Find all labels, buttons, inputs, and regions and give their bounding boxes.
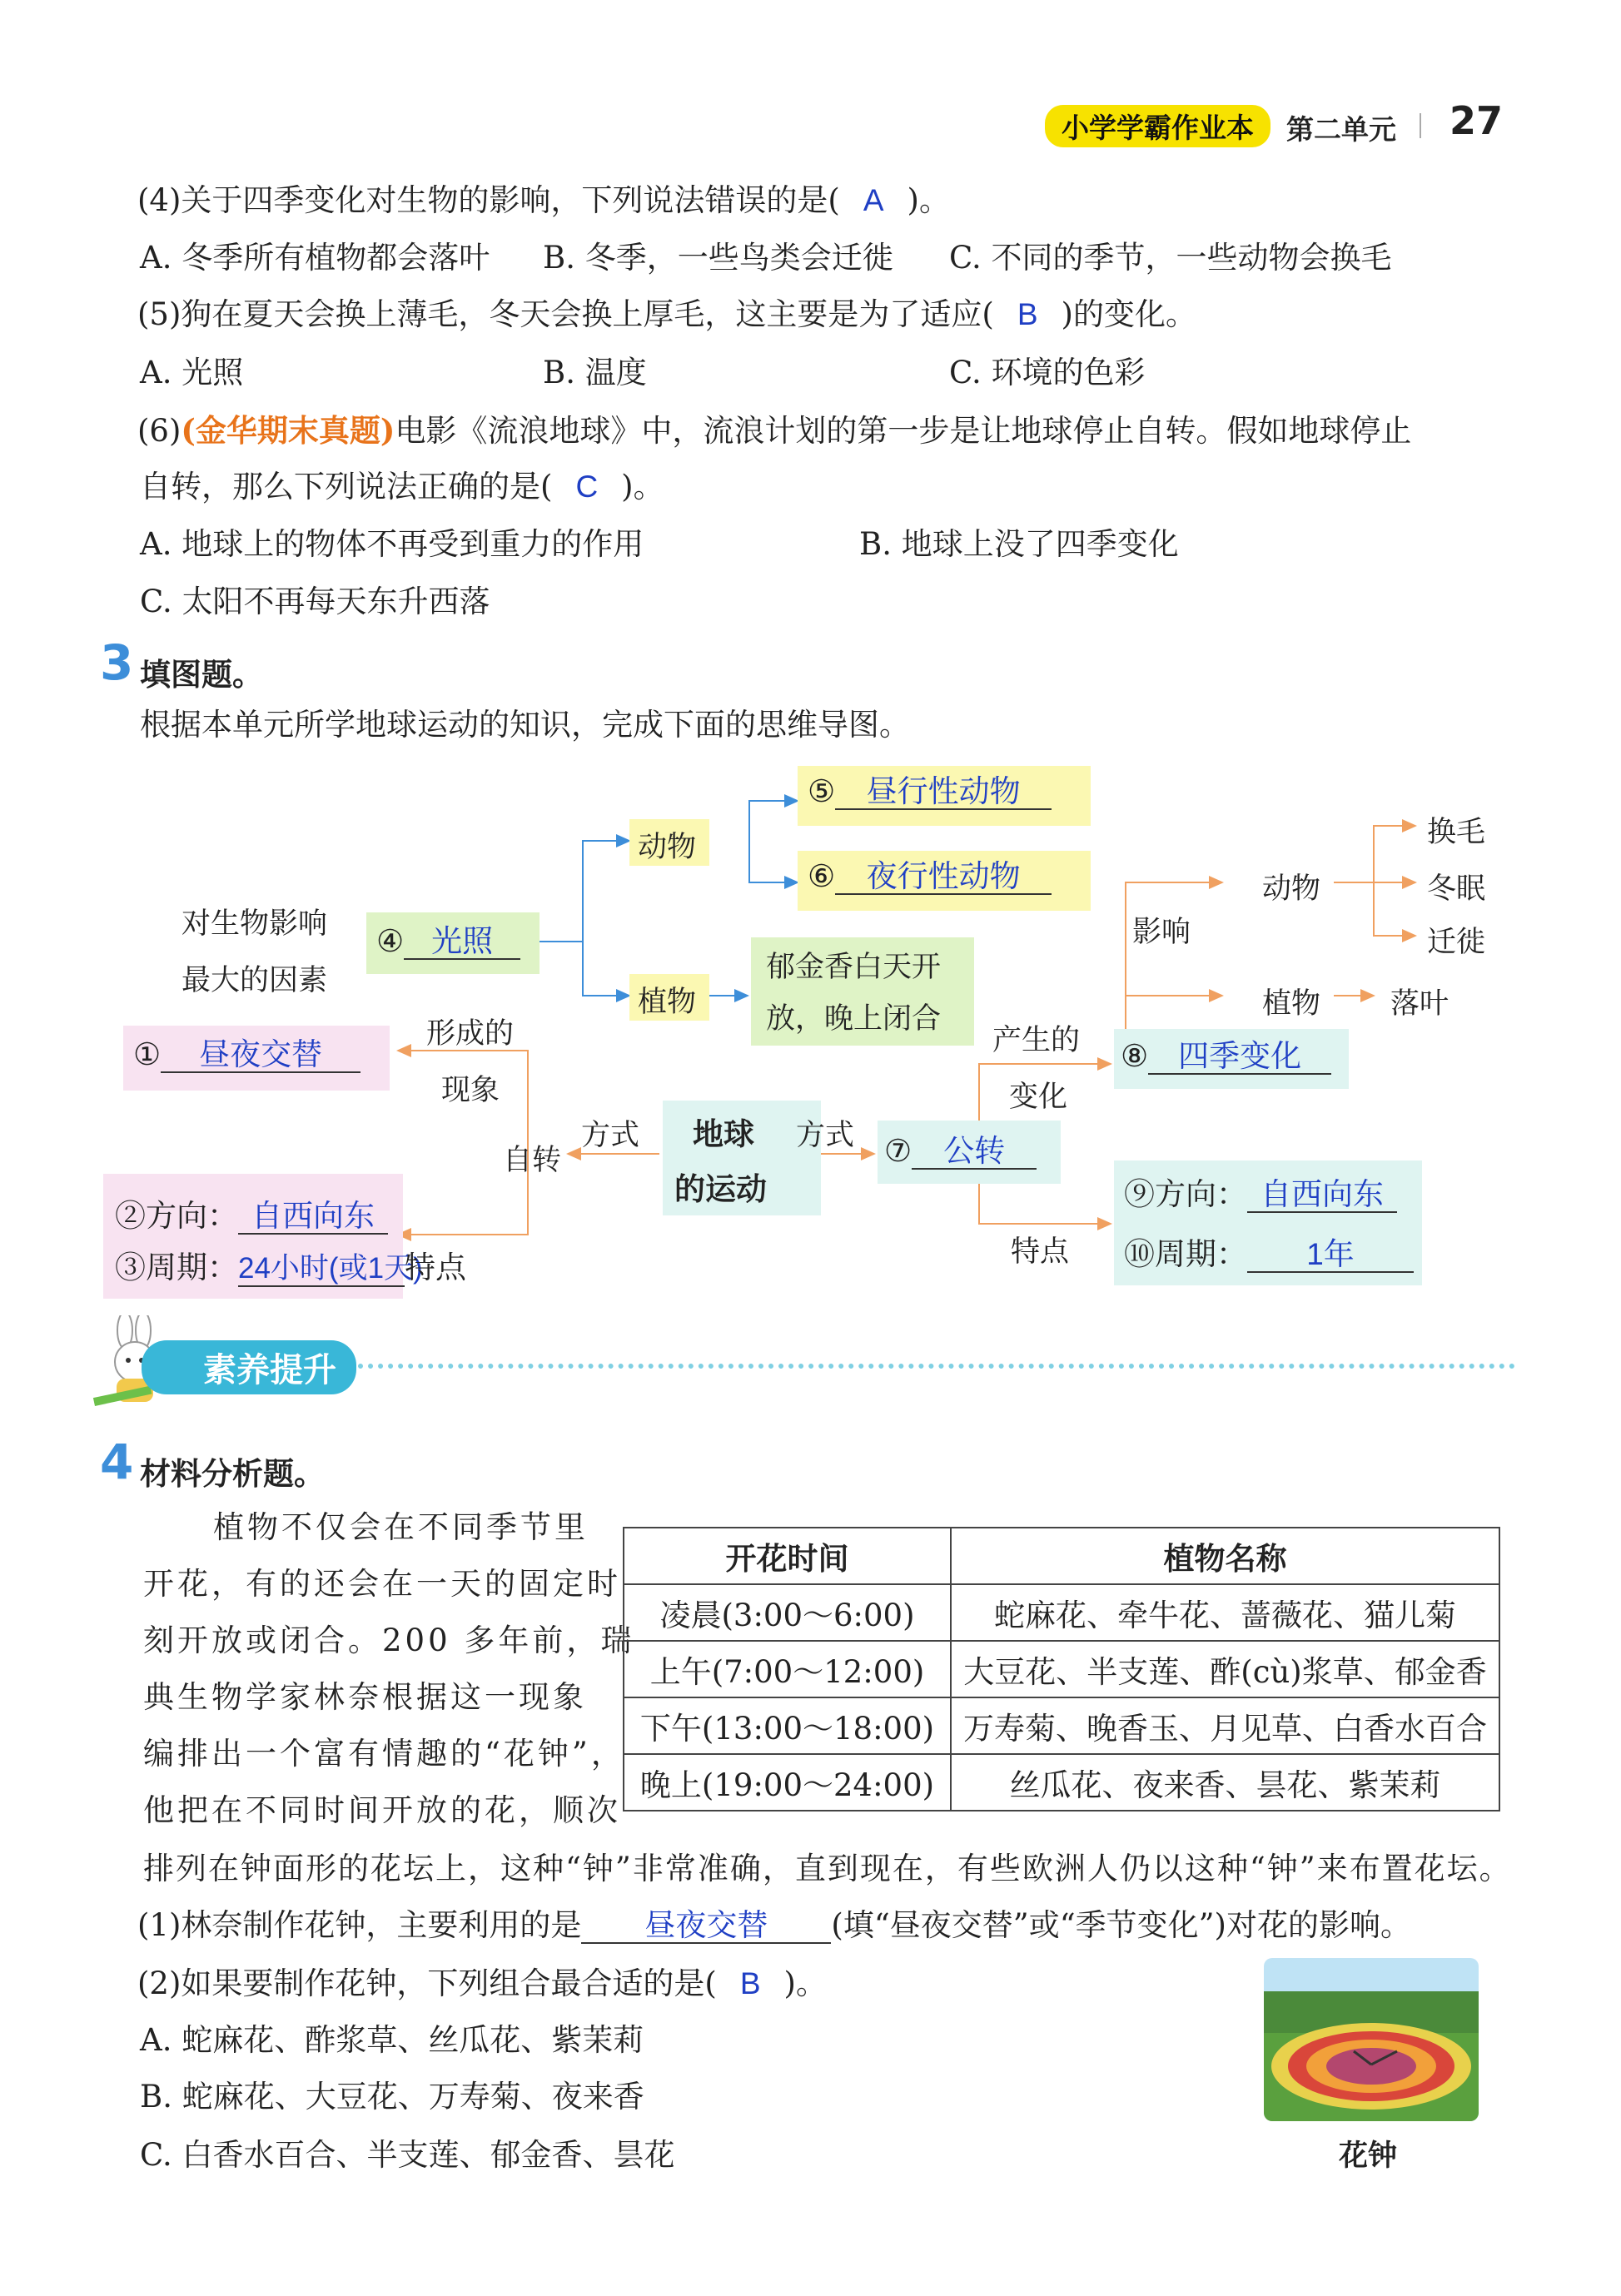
blank-9: ⑨方向： 自西向东 — [1124, 1175, 1397, 1214]
q4-para-5: 编排出一个富有情趣的“花钟”， — [143, 1736, 625, 1772]
header-divider — [1420, 113, 1421, 138]
migrate-label: 迁徙 — [1427, 926, 1486, 959]
table-row — [624, 1697, 1499, 1754]
question-3-number: 3 — [100, 634, 134, 691]
table-row — [624, 1584, 1499, 1641]
banner-dotted-line — [358, 1364, 1515, 1369]
q4-stem: (4)关于四季变化对生物的影响，下列说法错误的是( A )。 — [137, 182, 950, 218]
blank-2: ②方向： 自西向东 — [115, 1197, 388, 1235]
q4-para-4: 典生物学家林奈根据这一现象 — [143, 1679, 587, 1715]
q4-option-c: C. 不同的季节，一些动物会换毛 — [949, 240, 1392, 276]
q6-stem-line1: (6)(金华期末真题)电影《流浪地球》中，流浪计划的第一步是让地球停止自转。假如地球停止 — [137, 412, 1412, 449]
table-header-row — [624, 1528, 1499, 1584]
question-4-title: 材料分析题。 — [140, 1456, 325, 1492]
q4-sub1-answer: 昼夜交替 — [581, 1909, 831, 1944]
q4-para-2: 开花，有的还会在一天的固定时 — [143, 1566, 621, 1602]
q4-sub2-option-b: B. 蛇麻花、大豆花、万寿菊、夜来香 — [140, 2079, 644, 2115]
q4-para-1: 植物不仅会在不同季节里 — [213, 1509, 589, 1545]
blank-7: ⑦ 公转 — [884, 1132, 1037, 1170]
question-4-number: 4 — [100, 1434, 134, 1490]
animal-right: 动物 — [1262, 872, 1321, 906]
molt-label: 换毛 — [1427, 816, 1486, 849]
q5-option-a: A. 光照 — [140, 355, 244, 390]
table-cell: 丝瓜花、夜来香、昙花、紫茉莉 — [951, 1754, 1499, 1811]
literacy-banner — [92, 1315, 1507, 1407]
leaf-label: 落叶 — [1390, 987, 1449, 1021]
q4-answer: A — [863, 183, 884, 217]
q4-sub2-option-c: C. 白香水百合、半支莲、郁金香、昙花 — [140, 2137, 675, 2173]
q5-option-b: B. 温度 — [543, 355, 647, 390]
rotation-label: 自转 — [503, 1144, 562, 1177]
factor-label-2: 最大的因素 — [181, 964, 328, 997]
form-label-2: 现象 — [441, 1074, 500, 1107]
q4-para-7: 排列在钟面形的花坛上，这种“钟”非常准确，直到现在，有些欧洲人仍以这种“钟”来布置花坛。 — [143, 1851, 1512, 1886]
table-cell: 万寿菊、晚香玉、月见草、白香水百合 — [951, 1697, 1499, 1754]
blank-8: ⑧ 四季变化 — [1121, 1037, 1331, 1076]
hibernate-label: 冬眠 — [1427, 872, 1486, 906]
way-right-label: 方式 — [796, 1119, 855, 1152]
produce-label-1: 产生的 — [992, 1024, 1081, 1057]
q4-para-3: 刻开放或闭合。200 多年前，瑞 — [143, 1623, 635, 1658]
feature-right-label: 特点 — [1011, 1235, 1070, 1269]
way-left-label: 方式 — [581, 1119, 640, 1152]
blank-1: ① 昼夜交替 — [133, 1036, 360, 1074]
table-cell: 上午(7:00～12:00) — [624, 1641, 951, 1697]
q6-answer: C — [575, 470, 599, 504]
book-title-badge: 小学学霸作业本 — [1045, 105, 1270, 147]
plant-right: 植物 — [1262, 987, 1321, 1021]
blank-4: ④ 光照 — [376, 922, 520, 961]
table-cell: 凌晨(3:00～6:00) — [624, 1584, 951, 1641]
animal-node: 动物 — [629, 819, 709, 866]
q5-answer: B — [1017, 297, 1038, 331]
q6-option-a: A. 地球上的物体不再受到重力的作用 — [140, 526, 644, 562]
question-3-intro: 根据本单元所学地球运动的知识，完成下面的思维导图。 — [140, 707, 910, 743]
table-cell: 大豆花、半支莲、酢(cù)浆草、郁金香 — [951, 1641, 1499, 1697]
plant-node: 植物 — [629, 974, 709, 1021]
page-header — [1045, 98, 1511, 148]
photo-caption: 花钟 — [1339, 2139, 1398, 2173]
blank-3: ③周期：24小时(或1天)特点 — [115, 1250, 466, 1285]
mind-map-center: 地球 的运动 — [663, 1101, 821, 1215]
q6-option-c: C. 太阳不再每天东升西落 — [140, 584, 490, 619]
blank-6: ⑥ 夜行性动物 — [808, 857, 1052, 896]
table-header: 开花时间 — [624, 1528, 951, 1584]
table-row — [624, 1641, 1499, 1697]
tulip-node: 郁金香白天开 放，晚上闭合 — [751, 937, 974, 1046]
q4-option-a: A. 冬季所有植物都会落叶 — [140, 240, 490, 276]
q5-stem: (5)狗在夏天会换上薄毛，冬天会换上厚毛，这主要是为了适应( B )的变化。 — [137, 296, 1196, 332]
table-cell: 蛇麻花、牵牛花、蔷薇花、猫儿菊 — [951, 1584, 1499, 1641]
unit-label: 第二单元 — [1286, 113, 1396, 146]
banner-title: 素养提升 — [142, 1340, 356, 1394]
influence-label: 影响 — [1132, 916, 1191, 949]
exam-source-tag: (金华期末真题) — [181, 412, 395, 449]
table-row — [624, 1754, 1499, 1811]
blank-10: ⑩周期： 1年 — [1124, 1235, 1414, 1274]
blank-5: ⑤ 昼行性动物 — [808, 773, 1052, 811]
q4-sub2: (2)如果要制作花钟，下列组合最合适的是( B )。 — [137, 1966, 827, 2001]
form-label-1: 形成的 — [426, 1017, 515, 1051]
question-3-title: 填图题。 — [140, 657, 263, 693]
q4-sub2-answer: B — [739, 1966, 761, 2000]
q5-option-c: C. 环境的色彩 — [949, 355, 1146, 390]
table-cell: 晚上(19:00～24:00) — [624, 1754, 951, 1811]
q4-sub1: (1)林奈制作花钟，主要利用的是 昼夜交替 (填“昼夜交替”或“季节变化”)对花的影响。 — [137, 1907, 1411, 1943]
q6-option-b: B. 地球上没了四季变化 — [859, 526, 1179, 562]
flower-clock-photo — [1264, 1958, 1479, 2121]
page-number: 27 — [1449, 98, 1504, 143]
table-cell: 下午(13:00～18:00) — [624, 1697, 951, 1754]
q6-stem-line2: 自转，那么下列说法正确的是( C )。 — [140, 469, 664, 504]
flower-time-table — [623, 1527, 1500, 1811]
produce-label-2: 变化 — [1009, 1081, 1068, 1114]
q4-para-6: 他把在不同时间开放的花，顺次 — [143, 1792, 621, 1828]
q4-sub2-option-a: A. 蛇麻花、酢浆草、丝瓜花、紫茉莉 — [140, 2022, 644, 2058]
factor-label-1: 对生物影响 — [181, 907, 328, 941]
q4-option-b: B. 冬季，一些鸟类会迁徙 — [543, 240, 893, 276]
table-header: 植物名称 — [951, 1528, 1499, 1584]
